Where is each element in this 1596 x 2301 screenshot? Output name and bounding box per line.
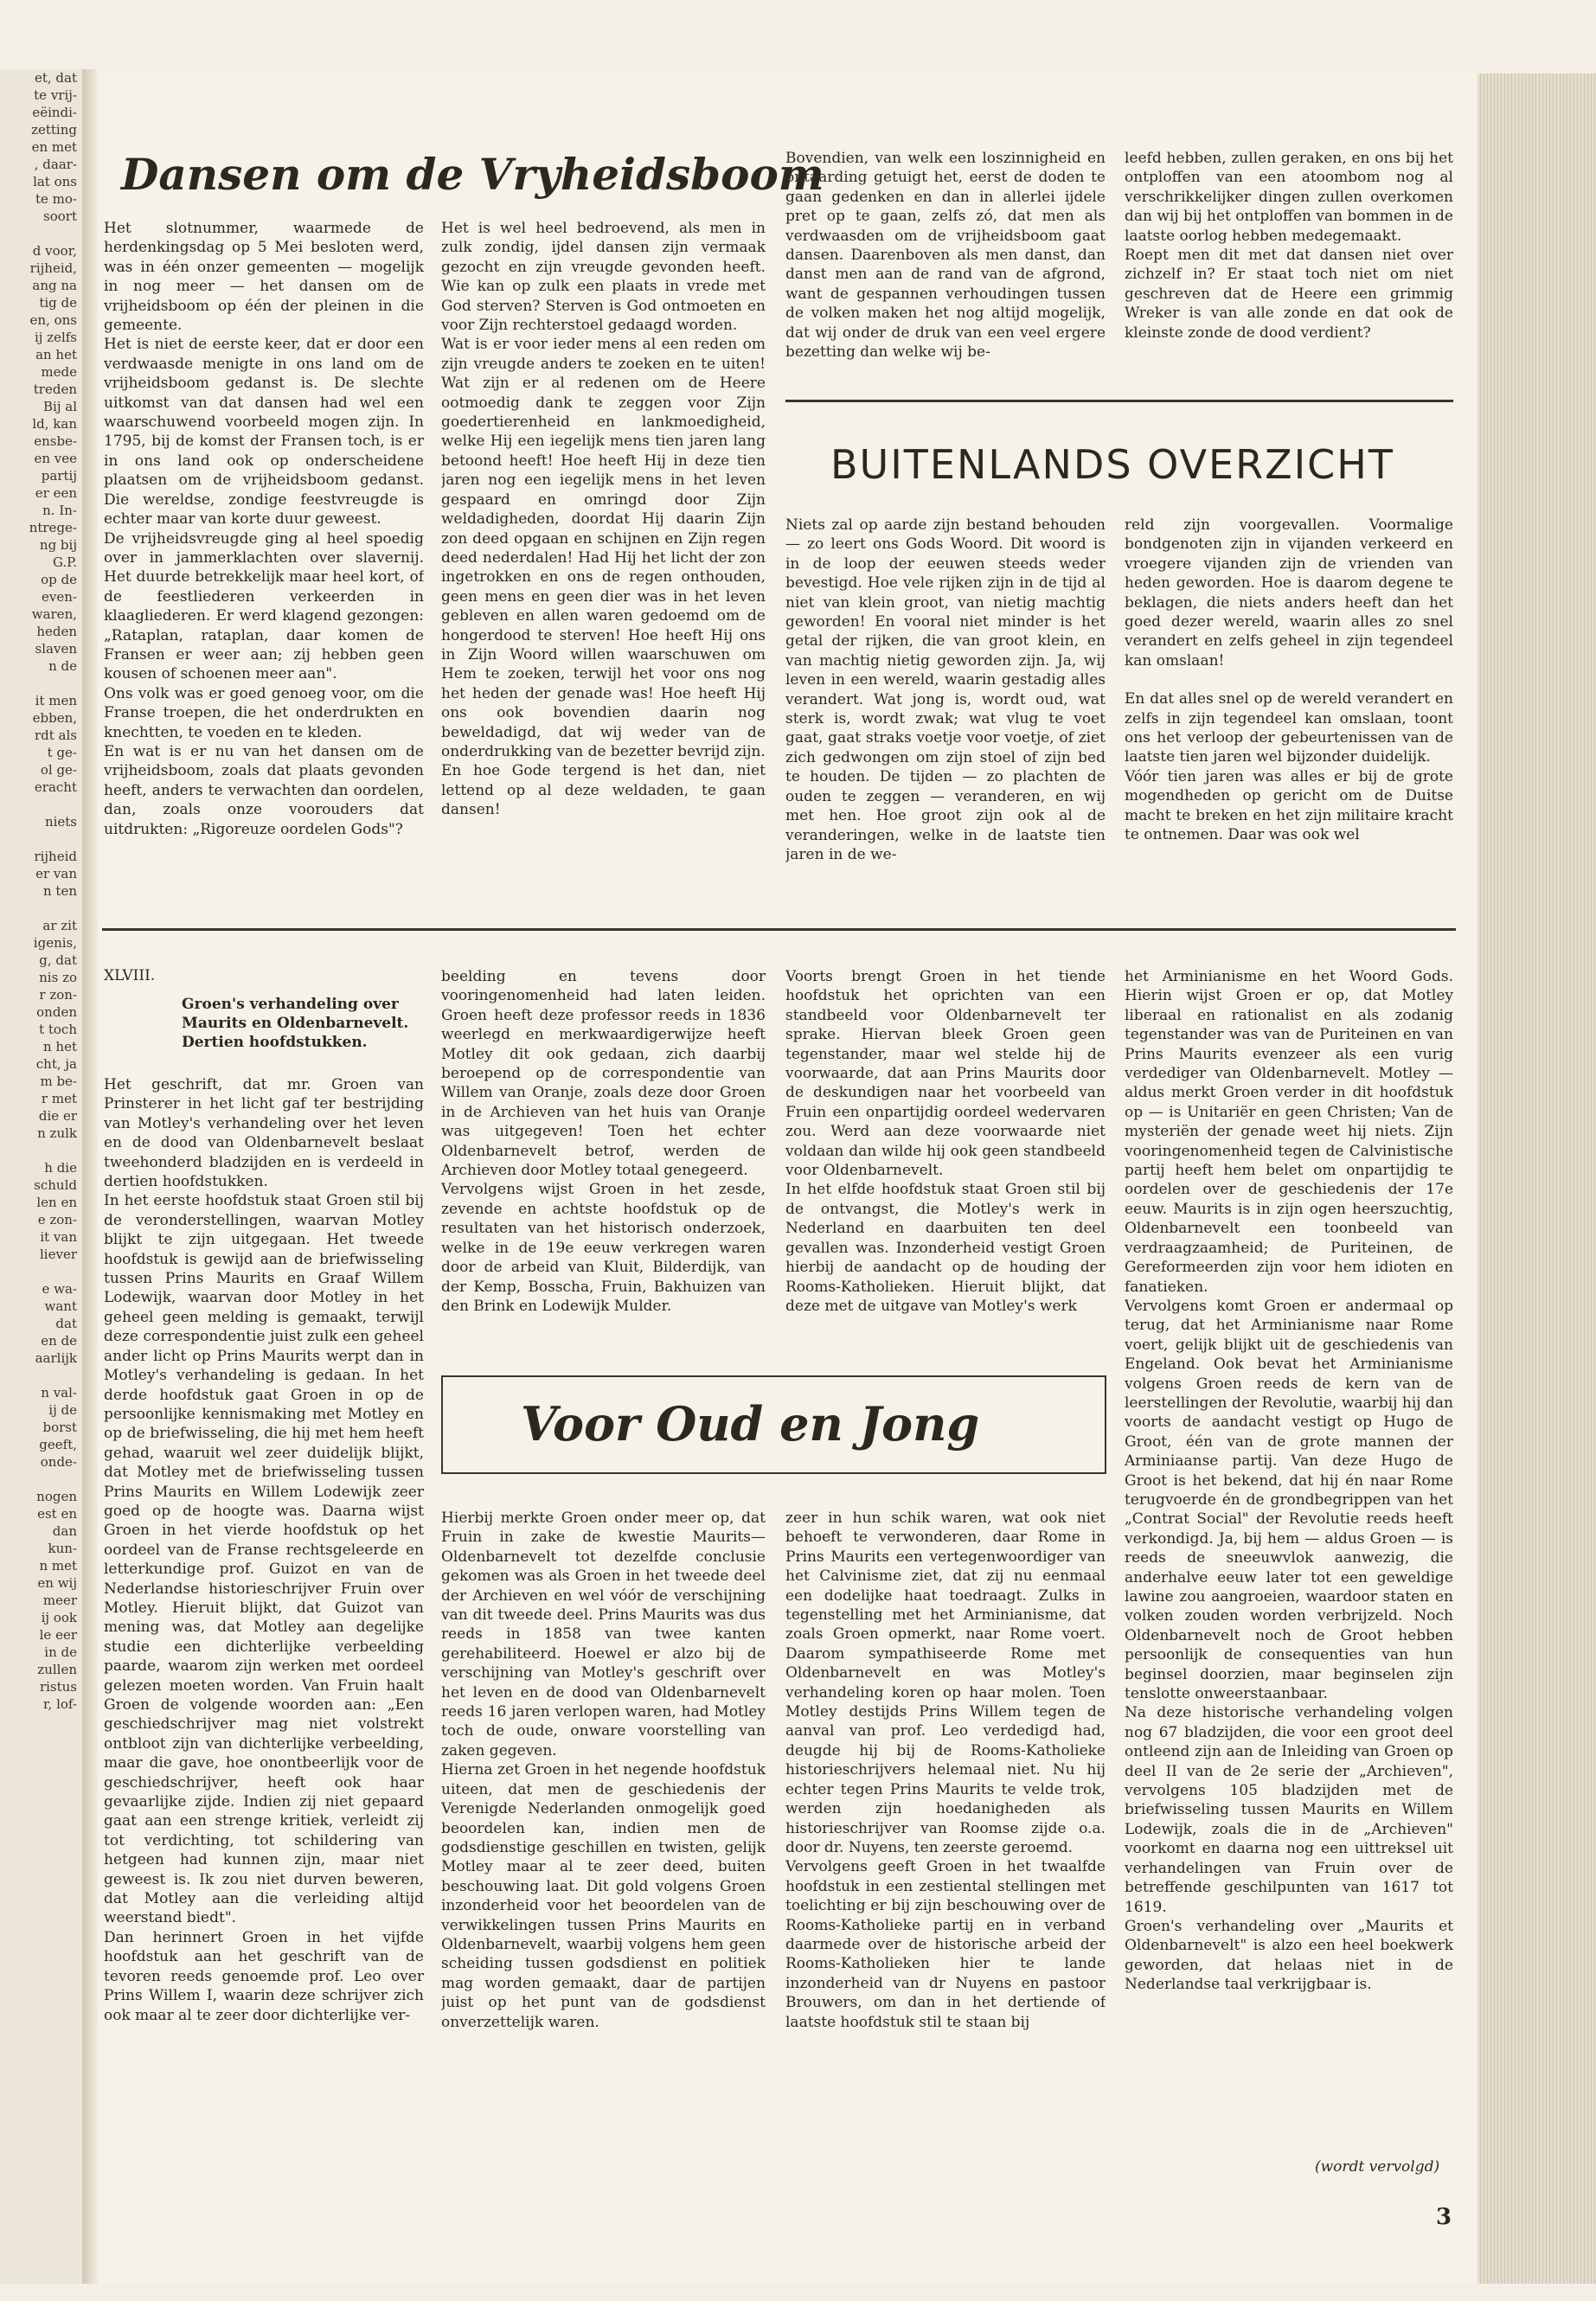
margin-fragment: it men	[35, 693, 77, 708]
article2-column-2	[1125, 516, 1453, 894]
paragraph: Groen's verhandeling over „Maurits et Oldenbarnevelt" is alzo een heel boekwerk geworden, dat helaas niet in de Nederlandse taal verkrijgbaar is.	[1125, 1917, 1453, 1994]
paragraph: leefd hebben, zullen geraken, en ons bij het ontploffen van een atoombom nog al verschrikkelijker dingen zullen overkomen dan wij bij het ontploffen van bommen in de laatste oorlog hebben medegemaakt.	[1125, 150, 1453, 245]
margin-fragment: onde-	[40, 1454, 77, 1470]
margin-fragment: n zulk	[37, 1125, 77, 1141]
margin-fragment: ar zit	[42, 918, 77, 933]
margin-fragment: dat	[55, 1316, 77, 1331]
margin-fragment: partij	[41, 468, 77, 484]
article3-column-2	[441, 967, 766, 1330]
margin-fragment: op de	[41, 572, 77, 587]
margin-fragment: e wa-	[42, 1281, 77, 1297]
margin-fragment: rijheid	[34, 849, 77, 864]
margin-fragment: ensbe-	[34, 433, 77, 449]
margin-fragment: soort	[43, 208, 77, 224]
margin-fragment: n met	[39, 1558, 77, 1574]
margin-fragment: ij de	[48, 1402, 77, 1418]
margin-fragment	[0, 1367, 82, 1384]
margin-fragment: lat ons	[33, 174, 77, 189]
margin-fragment: en wij	[37, 1575, 77, 1591]
page-stack-edge	[1477, 74, 1596, 2284]
margin-fragment: e zon-	[37, 1212, 77, 1227]
article3-column-3	[785, 967, 1106, 1330]
margin-fragment: n de	[48, 658, 77, 674]
margin-fragment: n val-	[41, 1385, 77, 1400]
paragraph: beelding en tevens door vooringenomenheid had laten leiden. Groen heeft deze professor reeds in 1836 weerlegd en merkwaardigerwijze heeft Motley dit ook gedaan, zich daarbij beroepend op de correspondentie van Willem van Oranje, zoals deze door Groen in de Archieven van het huis van Oranje was uitgegeven! Toen het echter Oldenbarnevelt betrof, werden de Archieven door Motley totaal genegeerd.	[441, 968, 766, 1180]
margin-fragment	[0, 830, 82, 848]
margin-fragment: n ten	[43, 883, 77, 899]
margin-fragment	[0, 900, 82, 917]
paragraph: reld zijn voorgevallen. Voormalige bondgenoten zijn in vijanden verkeerd en vroegere vijanden zijn de vrienden van heden geworden. Hoe is daarom degene te beklagen, die niets anders heeft dan het goed dezer wereld, waarin alles zo snel verandert en zelfs geheel in zijn tegendeel kan omslaan!	[1125, 516, 1453, 670]
continued-note: (wordt vervolgd)	[1315, 2158, 1440, 2176]
paragraph: In het elfde hoofdstuk staat Groen stil bij de ontvangst, die Motley's werk in Nederland en daarbuiten ten deel gevallen was. Inzonderheid vestigt Groen hierbij de aandacht op de houding der Rooms-Katholieken. Hieruit blijkt, dat deze met de uitgave van Motley's werk	[785, 1181, 1106, 1315]
margin-fragment: er van	[35, 866, 77, 881]
voor-oud-column-2	[785, 1509, 1106, 2152]
article1-column-3	[785, 149, 1106, 400]
margin-fragment: zetting	[31, 122, 77, 138]
paragraph: Niets zal op aarde zijn bestand behouden — zo leert ons Gods Woord. Dit woord is in de loop der eeuwen steeds weder bevestigd. Hoe vele rijken zijn in de tijd al niet van klein groot, van nietig machtig geworden! En vooral niet minder is het getal der rijken, die van groot klein, en van machtig nietig geworden zijn. Ja, wij leven in een wereld, waarin gestadig alles verandert. Wat jong is, wordt oud, wat sterk is, wordt zwak; wat vlug te voet gaat, gaat straks voetje voor voetje, of ziet zich gedwongen om zijn stoel of zijn bed te houden. De tijden — zo plachten de ouden te zeggen — veranderen, en wij met hen. Hoe groot zijn ook al de veranderingen, welke in de laatste tien jaren in de we-	[785, 516, 1106, 863]
margin-fragment: igenis,	[33, 935, 77, 951]
paragraph: Wat is er voor ieder mens al een reden om zijn vreugde anders te zoeken en te uiten! Wat zijn er al redenen om de Heere ootmoedig dank te zeggen voor Zijn goedertierenheid en lankmoedigheid, welke Hij een iegelijk mens tien jaren lang betoond heeft! Hoe heeft Hij in deze tien jaren nog een iegelijk mens in het leven gespaard en omringd door Zijn weldadigheden, doordat Hij daarin Zijn zon deed opgaan en schijnen en Zijn regen deed nederdalen! Had Hij het licht der zon ingetrokken en ons de regen onthouden, geen mens en geen dier was in het leven gebleven en allen waren gedoemd om de hongerdood te sterven! Hoe heeft Hij ons in Zijn Woord willen waarschuwen om Hem te zoeken, terwijl het voor ons nog het heden der genade was! Hoe heeft Hij ons ook bovendien daarin nog beweldadigd, dat wij weder van de onderdrukking van de bezetter bevrijd zijn.	[441, 336, 766, 760]
margin-fragment: len en	[36, 1195, 77, 1210]
margin-fragment: t toch	[39, 1022, 77, 1037]
margin-fragment: meer	[42, 1593, 77, 1608]
margin-fragment: g, dat	[39, 952, 77, 968]
margin-fragment: it van	[40, 1229, 77, 1245]
paragraph: Het is wel heel bedroevend, als men in zulk zondig, ijdel dansen zijn vermaak gezocht en zijn vreugde gevonden heeft. Wie kan op zulk een plaats in vrede met God sterven? Sterven is God ontmoeten en voor Zijn rechterstoel gedaagd worden.	[441, 220, 766, 335]
article2-column-1	[785, 516, 1106, 894]
article1-column-2	[441, 219, 766, 894]
paragraph: Vervolgens geeft Groen in het twaalfde hoofdstuk in een zestiental stellingen met toelichting er bij zijn beschouwing over de Rooms-Katholieke partij en in verband daarmede over de historische arbeid der Rooms-Katholieken hier te lande inzonderheid van dr Nuyens en pastoor Brouwers, om dan in het dertiende of laatste hoofdstuk stil te staan bij	[785, 1858, 1106, 2031]
margin-fragment: even-	[42, 589, 77, 605]
margin-fragment	[0, 1263, 82, 1280]
paragraph: het Arminianisme en het Woord Gods. Hierin wijst Groen er op, dat Motley liberaal en rationalist en als zodanig tegenstander was van de Puriteinen en van Prins Maurits evenzeer als een vurig verdediger van Oldenbarnevelt. Motley — aldus merkt Groen verder in dit hoofdstuk op — is Unitariër en geen Christen; Van de mysteriën der genade weet hij niets. Zijn vooringenomenheid tegen de Calvinistische partij heeft hem belet om onpartijdig te oordelen over de geschiedenis der 17e eeuw. Maurits is in zijn ogen heerszuchtig, Oldenbarnevelt een toonbeeld van verdraagzaamheid; de Puriteinen, de Gereformeerden zijn voor hem idioten en fanatieken.	[1125, 968, 1453, 1296]
margin-fragment: est en	[37, 1506, 77, 1522]
margin-fragment	[0, 675, 82, 692]
margin-fragment: G.P.	[52, 554, 77, 570]
paragraph: Vervolgens komt Groen er andermaal op terug, dat het Arminianisme naar Rome voert, gelijk blijkt uit de geschiedenis van Engeland. Ook bevat het Arminianisme volgens Groen reeds de kern van de leerstellingen der Revolutie, waarbij hij dan voorts de aandacht vestigt op Hugo de Groot, één van de grote mannen der Arminiaanse partij. Van deze Hugo de Groot is het bekend, dat hij én naar Rome terugvoerde én de grondbegrippen van het „Contrat Social" der Revolutie reeds heeft verkondigd. Ja, bij hem — aldus Groen — is reeds de sneeuwvlok aanwezig, die anderhalve eeuw later tot een geweldige lawine zou aangroeien, waardoor staten en volken zouden worden verbrijzeld. Noch Oldenbarnevelt noch de Groot hebben persoonlijk de consequenties van hun beginsel doorzien, maar beginselen zijn tenslotte onweerstaanbaar.	[1125, 1297, 1453, 1703]
paragraph: In het eerste hoofdstuk staat Groen stil bij de veronderstellingen, waarvan Motley blijkt te zijn uitgegaan. Het tweede hoofdstuk is gewijd aan de briefwisseling tussen Prins Maurits en Graaf Willem Lodewijk, waarvan door Motley in het geheel geen melding is gemaakt, terwijl deze correspondentie juist zulk een geheel ander licht op Prins Maurits werpt dan in Motley's verhandeling is gedaan. In het derde hoofdstuk gaat Groen in op de persoonlijke kennismaking met Motley en op de briefwisseling, die hij met hem heeft gehad, waaruit wel zeer duidelijk blijkt, dat Motley met de briefwisseling tussen Prins Maurits en Willem Lodewijk zeer goed op de hoogte was. Daarna wijst Groen in het vierde hoofdstuk op het oordeel van de Franse rechtsgeleerde en letterkundige prof. Guizot en van de Nederlandse historieschrijver Fruin over Motley. Hieruit blijkt, dat Guizot van mening was, dat Motley aan degelijke studie een dichterlijke verbeelding paarde, waarom zijn werken met oordeel gelezen moeten worden. Van Fruin haalt Groen de volgende woorden aan: „Een geschiedschrijver mag niet volstrekt ontbloot zijn van dichterlijke verbeelding, maar die gave, hoe onontbeerlijk voor de geschiedschrijver, heeft ook haar gevaarlijke zijde. Indien zij niet gepaard gaat aan een strenge kritiek, verleidt zij tot verdichting, tot schildering van hetgeen had kunnen zijn, maar niet geweest is. Ik zou niet durven beweren, dat Motley aan die verleiding altijd weerstand biedt".	[104, 1192, 424, 1927]
article-number: XLVIII.	[104, 967, 156, 984]
margin-fragment: treden	[33, 381, 77, 397]
margin-fragment: nis zo	[39, 970, 77, 985]
margin-fragment: eracht	[34, 779, 77, 795]
margin-fragment: want	[44, 1298, 77, 1314]
margin-fragment: schuld	[34, 1177, 77, 1193]
margin-fragment: ristus	[39, 1679, 77, 1695]
margin-fragment: liever	[40, 1247, 77, 1262]
margin-fragment: en met	[31, 139, 77, 155]
paragraph: Vervolgens wijst Groen in het zesde, zevende en achtste hoofdstuk op de resultaten van het historisch onderzoek, welke in de 19e eeuw verkregen waren door de arbeid van Kluit, Bilderdijk, van der Kemp, Bosscha, Fruin, Bakhuizen van den Brink en Lodewijk Mulder.	[441, 1181, 766, 1315]
margin-fragment: nogen	[36, 1489, 77, 1504]
margin-fragment	[0, 796, 82, 813]
paragraph: Het slotnummer, waarmede de herdenkingsdag op 5 Mei besloten werd, was in één onzer gemeenten — mogelijk in nog meer — het dansen om de vrijheidsboom op één der pleinen in die gemeente.	[104, 220, 424, 335]
margin-fragment: an het	[35, 347, 77, 362]
margin-fragment: onden	[36, 1004, 77, 1020]
margin-fragment: die er	[38, 1108, 77, 1124]
margin-fragment: heden	[36, 624, 77, 639]
margin-fragment: te vrij-	[34, 87, 77, 103]
margin-fragment: ol ge-	[40, 762, 77, 778]
margin-fragment: ij zelfs	[34, 330, 77, 345]
margin-fragment: geeft,	[39, 1437, 77, 1452]
margin-fragment: ld, kan	[32, 416, 77, 432]
margin-fragment: tig de	[39, 295, 77, 311]
margin-fragment: ij ook	[41, 1610, 77, 1625]
margin-fragment: r zon-	[39, 987, 77, 1003]
paragraph: Het geschrift, dat mr. Groen van Prinsterer in het licht gaf ter bestrijding van Motley's verhandeling over het leven en de dood van Oldenbarnevelt beslaat tweehonderd bladzijden en is verdeeld in dertien hoofdstukken.	[104, 1076, 424, 1191]
margin-fragment: en de	[41, 1333, 77, 1349]
margin-fragment: h die	[44, 1160, 77, 1176]
section-divider	[785, 400, 1453, 402]
voor-oud-column-1	[441, 1509, 766, 2152]
paragraph: Vóór tien jaren was alles er bij de grote mogendheden op gericht om de Duitse macht te breken en het zijn militaire kracht te ontnemen. Daar was ook wel	[1125, 767, 1453, 844]
margin-fragment: le eer	[39, 1627, 77, 1643]
paragraph: De vrijheidsvreugde ging al heel spoedig over in jammerklachten over slavernij. Het duurde betrekkelijk maar heel kort, of de feestliederen verkeerden in klaagliederen. Er werd klagend gezongen: „Rataplan, rataplan, daar komen de Fransen er weer aan; zij hebben geen kousen of schoenen meer aan".	[104, 529, 424, 683]
paragraph: En wat is er nu van het dansen om de vrijheidsboom, zoals dat plaats gevonden heeft, anders te verwachten dan oordelen, dan, zoals onze voorouders dat uitdrukten: „Rigoreuze oordelen Gods"?	[104, 742, 424, 838]
paragraph: Dan herinnert Groen in het vijfde hoofdstuk aan het geschrift van de tevoren reeds genoemde prof. Leo over Prins Willem I, waarin deze schrijver zich ook maar al te zeer door dichterlijke ver-	[104, 1928, 424, 2024]
margin-fragment	[0, 1142, 82, 1159]
margin-fragment: aarlijk	[35, 1350, 77, 1366]
margin-fragment	[0, 1471, 82, 1488]
paragraph: Ons volk was er goed genoeg voor, om die Franse troepen, die het onderdrukten en knechtten, te voeden en te kleden.	[104, 684, 424, 741]
margin-fragment: ang na	[32, 278, 77, 293]
margin-fragment: en vee	[34, 451, 77, 466]
paragraph: Na deze historische verhandeling volgen nog 67 bladzijden, die voor een groot deel ontleend zijn aan de Inleiding van Groen op deel II van de 2e serie der „Archieven", vervolgens 105 bladzijden met de briefwisseling tussen Maurits en Willem Lodewijk, zoals die in de „Archieven" voorkomt en daarna nog een uittreksel uit verhandelingen van Fruin over de betreffende geschilpunten van 1617 tot 1619.	[1125, 1704, 1453, 1916]
margin-fragment: t ge-	[47, 745, 77, 760]
margin-fragment: en, ons	[29, 312, 77, 328]
margin-fragment: , daar-	[34, 157, 77, 172]
margin-fragment: n. In-	[42, 503, 77, 518]
margin-fragment: rdt als	[34, 727, 77, 743]
article-title-dansen: Dansen om de Vryheidsboom	[121, 149, 824, 200]
margin-fragment: ebben,	[32, 710, 77, 726]
margin-fragment: dan	[52, 1523, 77, 1539]
margin-fragment: n het	[43, 1039, 77, 1054]
paragraph: Hierbij merkte Groen onder meer op, dat Fruin in zake de kwestie Maurits—Oldenbarnevelt tot dezelfde conclusie gekomen was als Groen in het tweede deel der Archieven en wel vóór de verschijning van dit tweede deel. Prins Maurits was dus reeds in 1858 van twee kanten gerehabiliteerd. Hoewel er alzo bij de verschijning van Motley's geschrift over het leven en de dood van Oldenbarnevelt reeds 16 jaren verlopen waren, had Motley toch de oude, onware voorstelling van zaken gegeven.	[441, 1509, 766, 1759]
paragraph: Het is niet de eerste keer, dat er door een verdwaasde menigte in ons land om de vrijheidsboom gedanst is. De slechte uitkomst van dat dansen had wel een waarschuwend voorbeeld mogen zijn. In 1795, bij de komst der Fransen toch, is er in ons land ook op onderscheidene plaatsen om de vrijheidsboom gedanst. Die wereldse, zondige feestvreugde is echter maar van korte duur geweest.	[104, 336, 424, 529]
article1-column-1	[104, 219, 424, 894]
margin-fragment: niets	[44, 814, 77, 830]
margin-fragment: te mo-	[35, 191, 77, 207]
margin-fragment: et, dat	[34, 70, 77, 86]
margin-fragment: mede	[41, 364, 77, 380]
margin-fragment: er een	[35, 485, 77, 501]
paragraph: Roept men dit met dat dansen niet over zichzelf in? Er staat toch niet om niet geschreven dat de Heere een grimmig Wreker is van alle zonde en dat ook de kleinste zonde de dood verdient?	[1125, 247, 1453, 342]
article-subtitle: Groen's verhandeling over Maurits en Oldenbarnevelt. Dertien hoofdstukken.	[182, 996, 409, 1051]
article1-column-4	[1125, 149, 1453, 400]
margin-fragment: in de	[44, 1644, 77, 1660]
margin-fragment: slaven	[35, 641, 77, 657]
paragraph: Voorts brengt Groen in het tiende hoofdstuk het oprichten van een standbeeld voor Oldenbarnevelt ter sprake. Hiervan bleek Groen geen tegenstander, maar wel stelde hij de voorwaarde, dat aan Prins Maurits door de deskundigen naar het voorbeeld van Fruin een onpartijdig oordeel wedervaren zou. Werd aan deze voorwaarde niet voldaan dan wilde hij ook geen standbeeld voor Oldenbarnevelt.	[785, 968, 1106, 1180]
paragraph: En hoe Gode tergend is het dan, niet lettend op al deze weldaden, te gaan dansen!	[441, 762, 766, 819]
margin-fragment	[0, 225, 82, 242]
margin-fragment: Bij al	[43, 399, 77, 414]
binding-gutter	[82, 69, 98, 2284]
margin-fragment: cht, ja	[35, 1056, 77, 1072]
paragraph: Hierna zet Groen in het negende hoofdstuk uiteen, dat men de geschiedenis der Verenigde Nederlanden onmogelijk goed beoordelen kan, indien men de godsdienstige geschillen en twisten, gelijk Motley maar al te zeer deed, buiten beschouwing laat. Dit gold volgens Groen inzonderheid voor het beoordelen van de verwikkelingen tussen Prins Maurits en Oldenbarnevelt, waarbij volgens hem geen scheiding tussen godsdienst en politiek mag worden gemaakt, daar de partijen juist op het punt van de godsdienst onverzettelijk waren.	[441, 1761, 766, 2031]
paragraph: En dat alles snel op de wereld verandert en zelfs in zijn tegendeel kan omslaan, toont ons het verloop der gebeurtenissen van de laatste tien jaren wel bijzonder duidelijk.	[1125, 690, 1453, 766]
article3-column-4	[1125, 967, 1453, 2152]
paragraph: Bovendien, van welk een loszinnigheid en ontaarding getuigt het, eerst de doden te gaan gedenken en dan in allerlei ijdele pret op te gaan, zelfs zó, dat men als verdwaasden om de vrijheidsboom gaat dansen. Daarenboven als men danst, dan danst men aan de rand van de afgrond, want de gespannen verhoudingen tussen de volken maken het nog altijd mogelijk, dat wij onder de druk van een veel ergere bezetting dan welke wij be-	[785, 150, 1106, 362]
margin-fragment: ng bij	[39, 537, 77, 553]
article3-column-1	[104, 1075, 424, 2152]
margin-fragment: m be-	[40, 1074, 77, 1089]
previous-page-margin	[0, 69, 84, 2284]
article-title-buitenlands: BUITENLANDS OVERZICHT	[830, 441, 1394, 488]
margin-fragment: ntrege-	[29, 520, 77, 535]
margin-fragment: rijheid,	[29, 260, 77, 276]
margin-fragment: eëindi-	[32, 105, 77, 120]
margin-fragment: r, lof-	[43, 1696, 77, 1712]
section-title-voor-oud-en-jong: Voor Oud en Jong	[521, 1396, 980, 1452]
margin-fragment: kun-	[48, 1541, 77, 1556]
margin-fragment: borst	[42, 1420, 77, 1435]
margin-fragment: d voor,	[32, 243, 77, 259]
margin-fragment: r met	[41, 1091, 77, 1106]
page-number: 3	[1436, 2204, 1452, 2230]
section-divider	[102, 928, 1456, 931]
voor-oud-en-jong-box	[441, 1375, 1106, 1474]
margin-fragment: waren,	[31, 606, 77, 622]
margin-fragment: zullen	[37, 1662, 77, 1677]
paragraph: zeer in hun schik waren, wat ook niet behoeft te verwonderen, daar Rome in Prins Maurits een vertegenwoordiger van het Calvinisme ziet, dat zij nu eenmaal een dodelijke haat toedraagt. Zulks in tegenstelling met het Arminianisme, dat zoals Groen opmerkt, naar Rome voert. Daarom sympathiseerde Rome met Oldenbarnevelt en was Motley's verhandeling koren op haar molen. Toen Motley destijds Prins Willem tegen de aanval van prof. Leo verdedigd had, deugde hij bij de Rooms-Katholieke historieschrijvers helemaal niet. Nu hij echter tegen Prins Maurits te velde trok, werden zijn hoedanigheden als historieschrijver van Roomse zijde o.a. door dr. Nuyens, ten zeerste geroemd.	[785, 1509, 1106, 1856]
